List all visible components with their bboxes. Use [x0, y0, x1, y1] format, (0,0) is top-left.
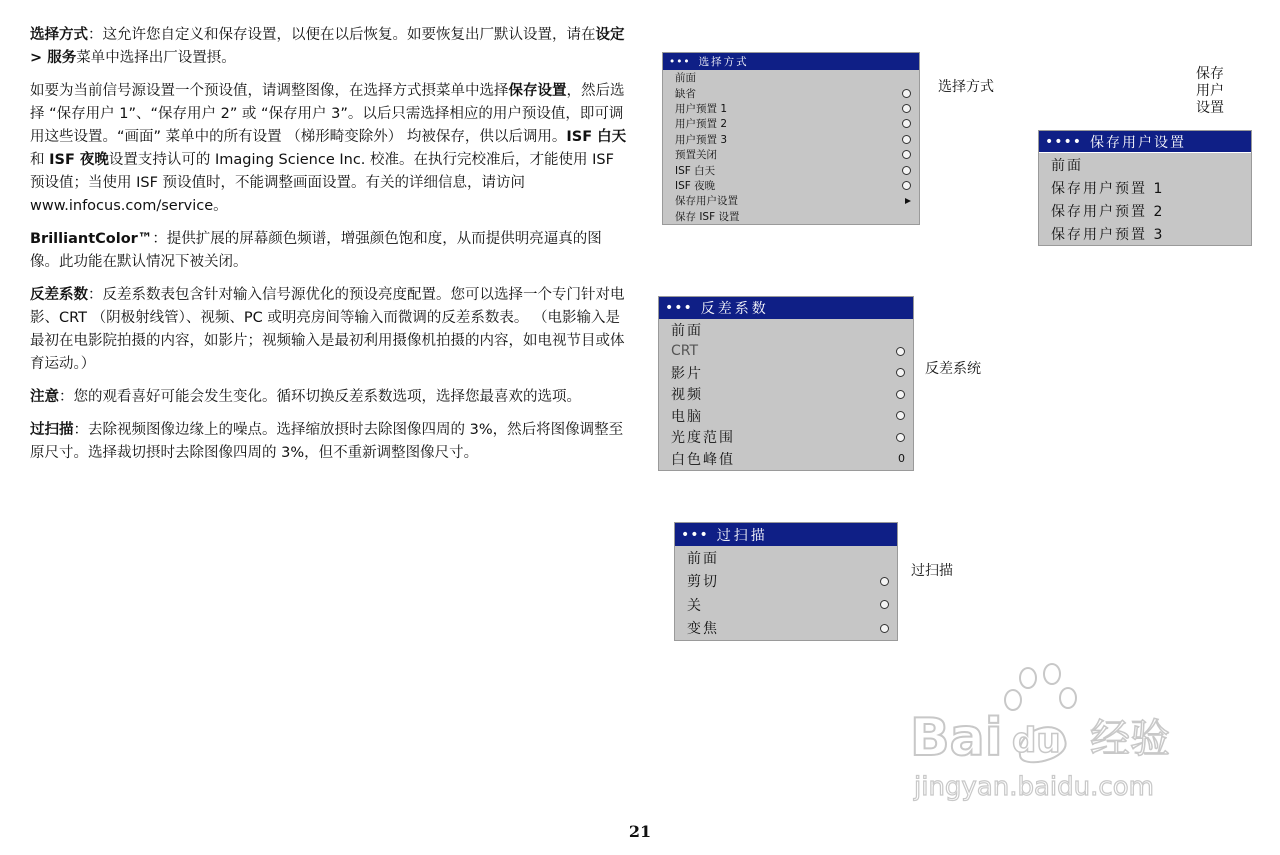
row-label: 用户预置 3: [675, 133, 728, 146]
term-note: 注意: [30, 389, 59, 405]
row-label: 白色峰值: [671, 451, 735, 468]
submenu-arrow-icon: [905, 198, 911, 204]
text: ：您的观看喜好可能会发生变化。循环切换反差系数选项，选择您最喜欢的选项。: [59, 389, 581, 405]
row-label: 保存用户预置 1: [1051, 180, 1165, 197]
overscan-menu: [674, 522, 898, 641]
caption-line: 设置: [1196, 100, 1224, 116]
menu-title: 保存用户设置: [1090, 134, 1187, 151]
menu-dots: ••••: [1045, 133, 1083, 150]
radio-icon[interactable]: [902, 104, 911, 113]
row-label: 保存用户设置: [675, 195, 738, 208]
menu-title: 选择方式: [698, 56, 749, 68]
paragraph-select-mode: [30, 24, 630, 70]
menu-row-front[interactable]: [1039, 153, 1251, 176]
radio-icon[interactable]: [880, 600, 889, 609]
radio-icon[interactable]: [880, 624, 889, 633]
menu-row-save-user-preset-2[interactable]: [1039, 199, 1251, 222]
baidu-watermark-logo: [900, 660, 1210, 810]
term-save-settings: 保存设置: [508, 83, 567, 99]
radio-icon[interactable]: [902, 89, 911, 98]
watermark-cn: 经验: [1090, 716, 1170, 762]
radio-icon[interactable]: [896, 411, 905, 420]
row-label: 前面: [671, 322, 703, 339]
menu-row-save-user-preset-1[interactable]: [1039, 176, 1251, 199]
row-label: 用户预置 1: [675, 102, 728, 115]
menu-row-save-user-settings[interactable]: [663, 193, 919, 208]
menu-dots: •••: [665, 300, 693, 316]
term-gamma: 反差系数: [30, 287, 88, 303]
text: 菜单中选择出厂设置摂。: [76, 50, 236, 66]
menu-row-user-preset-3[interactable]: [663, 132, 919, 147]
paragraph-overscan: [30, 419, 630, 465]
radio-icon[interactable]: [902, 135, 911, 144]
menu-row-save-user-preset-3[interactable]: [1039, 222, 1251, 245]
save-user-settings-caption: [1190, 66, 1230, 117]
radio-icon[interactable]: [896, 347, 905, 356]
caption-line: 用户: [1196, 83, 1224, 99]
menu-row-crop[interactable]: [675, 570, 897, 594]
watermark-brand-du: du: [1012, 721, 1061, 761]
row-label: 光度范围: [671, 430, 735, 447]
watermark-brand: Bai: [910, 708, 1003, 768]
select-mode-menu: [662, 52, 920, 225]
white-peak-value: 0: [898, 452, 905, 466]
term-isf-day: ISF 白天: [566, 129, 627, 145]
menu-row-luminance-range[interactable]: [659, 427, 913, 449]
menu-row-zoom[interactable]: [675, 617, 897, 641]
menu-row-user-preset-1[interactable]: [663, 101, 919, 116]
caption-line: 保存: [1196, 66, 1224, 82]
row-label: 保存用户预置 3: [1051, 226, 1165, 243]
paragraph-preset: [30, 80, 630, 218]
radio-icon[interactable]: [896, 368, 905, 377]
text: 设置支持认可的 Imaging Science Inc. 校准。在执行完校准后，才能使用 ISF 预设值；当使用 ISF 预设值时，不能调整画面设置。有关的详细信息，请访问 www.infocus.com/service。: [30, 152, 614, 214]
menu-dots: •••: [681, 526, 709, 543]
watermark-url: jingyan.baidu.com: [914, 772, 1154, 802]
term-overscan: 过扫描: [30, 422, 74, 438]
row-label: 预置关闭: [675, 149, 717, 162]
row-label: CRT: [671, 343, 699, 360]
row-label: ISF 白天: [675, 164, 716, 177]
paragraph-note: [30, 386, 630, 409]
menu-title: 反差系数: [700, 301, 769, 317]
menu-header: [659, 297, 913, 319]
text: ：提供扩展的屏幕颜色频谱，增强颜色饱和度，从而提供明亮逼真的图像。此功能在默认情况下被关闭。: [30, 231, 602, 270]
row-label: 剪切: [687, 574, 719, 591]
row-label: 保存用户预置 2: [1051, 203, 1165, 220]
row-label: 前面: [1051, 157, 1083, 174]
term-select-mode: 选择方式: [30, 27, 88, 43]
row-label: 缺省: [675, 87, 696, 100]
menu-row-front[interactable]: [659, 319, 913, 341]
row-label: 前面: [687, 550, 719, 567]
term-settings-service: 设定 > 服务: [30, 27, 625, 66]
row-label: ISF 夜晚: [675, 179, 716, 192]
menu-row-isf-night[interactable]: [663, 178, 919, 193]
radio-icon[interactable]: [896, 433, 905, 442]
row-label: 关: [687, 597, 701, 614]
row-label: 电脑: [671, 408, 703, 425]
paragraph-brilliantcolor: [30, 228, 630, 274]
text: 如要为当前信号源设置一个预设值，请调整图像，在选择方式摂菜单中选择: [30, 83, 509, 99]
radio-icon[interactable]: [896, 390, 905, 399]
menu-dots: •••: [669, 55, 691, 68]
text: ：反差系数表包含针对输入信号源优化的预设亮度配置。您可以选择一个专门针对电影、CRT （阴极射线管）、视频、PC 或明亮房间等输入而微调的反差系数表。 （电影输入是最初在电影院拍摄的内容，如影片；视频输入是最初利用摄像机拍摄的内容，如电视节目或体育运动。）: [30, 287, 625, 372]
row-label: 视频: [671, 387, 703, 404]
gamma-caption: 反差系统: [925, 361, 981, 377]
menu-row-preset-off[interactable]: [663, 147, 919, 162]
term-brilliantcolor: BrilliantColor™: [30, 231, 153, 247]
page-number: 21: [628, 822, 652, 841]
radio-icon[interactable]: [902, 166, 911, 175]
menu-row-white-peak[interactable]: [659, 448, 913, 470]
text: ，然后选择 “保存用户 1”、“保存用户 2” 或 “保存用户 3”。以后只需选择相应的用户预设值，即可调用这些设置。“画面” 菜单中的所有设置 （梯形畸变除外） 均被保存，供以后调用。: [30, 83, 625, 145]
menu-row-user-preset-2[interactable]: [663, 116, 919, 131]
save-user-settings-menu: [1038, 130, 1252, 246]
radio-icon[interactable]: [880, 577, 889, 586]
menu-row-off[interactable]: [675, 593, 897, 617]
menu-title: 过扫描: [716, 527, 768, 544]
row-label: 前面: [675, 72, 696, 85]
menu-row-front[interactable]: [663, 70, 919, 85]
radio-icon[interactable]: [902, 181, 911, 190]
text: 和: [30, 152, 50, 168]
menu-row-video[interactable]: [659, 384, 913, 406]
row-label: 保存 ISF 设置: [675, 210, 740, 223]
text: ：这允许您自定义和保存设置，以便在以后恢复。如要恢复出厂默认设置，请在: [88, 27, 596, 43]
overscan-caption: 过扫描: [911, 563, 953, 579]
menu-header: [1039, 131, 1251, 153]
menu-header: [675, 523, 897, 546]
menu-row-default[interactable]: [663, 85, 919, 100]
menu-row-crt[interactable]: [659, 341, 913, 363]
text: ：去除视频图像边缘上的噪点。选择缩放摂时去除图像四周的 3%，然后将图像调整至原尺寸。选择裁切摂时去除图像四周的 3%，但不重新调整图像尺寸。: [30, 422, 624, 461]
menu-row-isf-day[interactable]: [663, 162, 919, 177]
term-isf-night: ISF 夜晚: [49, 152, 109, 168]
text-column: [30, 24, 630, 475]
menu-header: [663, 53, 919, 70]
menu-row-save-isf-settings[interactable]: [663, 209, 919, 224]
row-label: 影片: [671, 365, 703, 382]
radio-icon[interactable]: [902, 150, 911, 159]
menu-row-front[interactable]: [675, 546, 897, 570]
row-label: 用户预置 2: [675, 118, 728, 131]
select-mode-caption: 选择方式: [938, 79, 994, 95]
menu-row-pc[interactable]: [659, 405, 913, 427]
paragraph-gamma: [30, 284, 630, 376]
row-label: 变焦: [687, 621, 719, 638]
gamma-menu: [658, 296, 914, 471]
menu-row-film[interactable]: [659, 362, 913, 384]
radio-icon[interactable]: [902, 119, 911, 128]
